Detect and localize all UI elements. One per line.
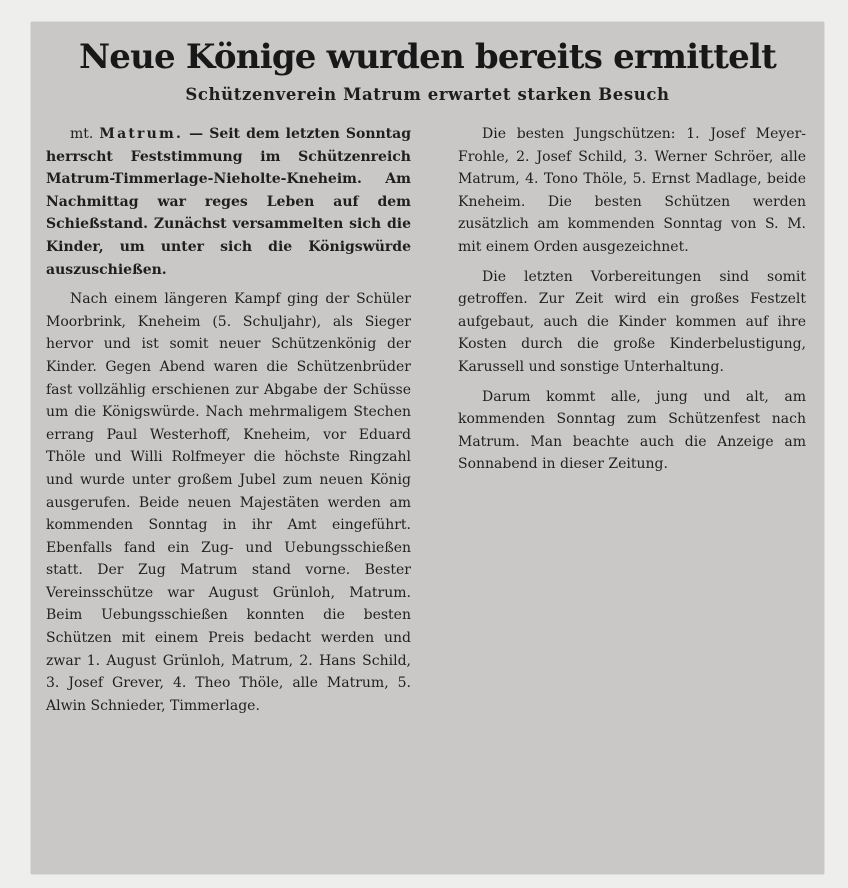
article-column-left — [46, 123, 411, 717]
subheadline: Schützenverein Matrum erwartet starken Besuch — [185, 85, 670, 104]
dateline-place: Matrum. — [99, 126, 184, 142]
headline: Neue Könige wurden bereits ermittelt — [79, 37, 776, 77]
article-column-right — [458, 123, 806, 476]
article-paragraph-4: Die letzten Vorbereitungen sind somit getroffen. Zur Zeit wird ein großes Festzelt aufgebaut, auch die Kinder kommen auf ihre Kosten durch die große Kinderbelustigung, Karussell und sonstige Unterhaltung. — [458, 268, 806, 375]
dateline-prefix: mt. — [70, 126, 94, 142]
article-paragraph-3: Die besten Jungschützen: 1. Josef Meyer-Frohle, 2. Josef Schild, 3. Werner Schröer, alle Matrum, 4. Tono Thöle, 5. Ernst Madlage, beide Kneheim. Die besten Schützen werden zusätzlich am kommenden Sonntag von S. M. mit einem Orden ausgezeichnet. — [458, 126, 806, 255]
newspaper-clipping — [31, 22, 824, 874]
lead-paragraph — [46, 123, 411, 281]
article-paragraph-2: Nach einem längeren Kampf ging der Schüler Moorbrink, Kneheim (5. Schuljahr), als Sieger hervor und ist somit neuer Schützenkönig der Kinder. Gegen Abend waren die Schützenbrüder fast vollzählig erschienen zur Abgabe der Schüsse um die Königswürde. Nach mehrmaligem Stechen errang Paul Westerhoff, Kneheim, vor Eduard Thöle und Willi Rolfmeyer die höchste Ringzahl und wurde unter großem Jubel zum neuen König ausgerufen. Beide neuen Majestäten werden am kommenden Sonntag in ihr Amt eingeführt. Ebenfalls fand ein Zug- und Uebungsschießen statt. Der Zug Matrum stand vorne. Bester Vereinsschütze war August Grünloh, Matrum. Beim Uebungsschießen konnten die besten Schützen mit einem Preis bedacht werden und zwar 1. August Grünloh, Matrum, 2. Hans Schild, 3. Josef Grever, 4. Theo Thöle, alle Matrum, 5. Alwin Schnieder, Timmerlage. — [46, 291, 411, 714]
lead-text: — Seit dem letzten Sonntag herrscht Feststimmung im Schützenreich Matrum-Timmerlage-Nieholte-Kneheim. Am Nachmittag war reges Leben auf dem Schießstand. Zunächst versammelten sich die Kinder, um unter sich die Königswürde auszuschießen. — [46, 126, 412, 278]
article-paragraph-5: Darum kommt alle, jung und alt, am kommenden Sonntag zum Schützenfest nach Matrum. Man beachte auch die Anzeige am Sonnabend in dieser Zeitung. — [458, 388, 806, 473]
